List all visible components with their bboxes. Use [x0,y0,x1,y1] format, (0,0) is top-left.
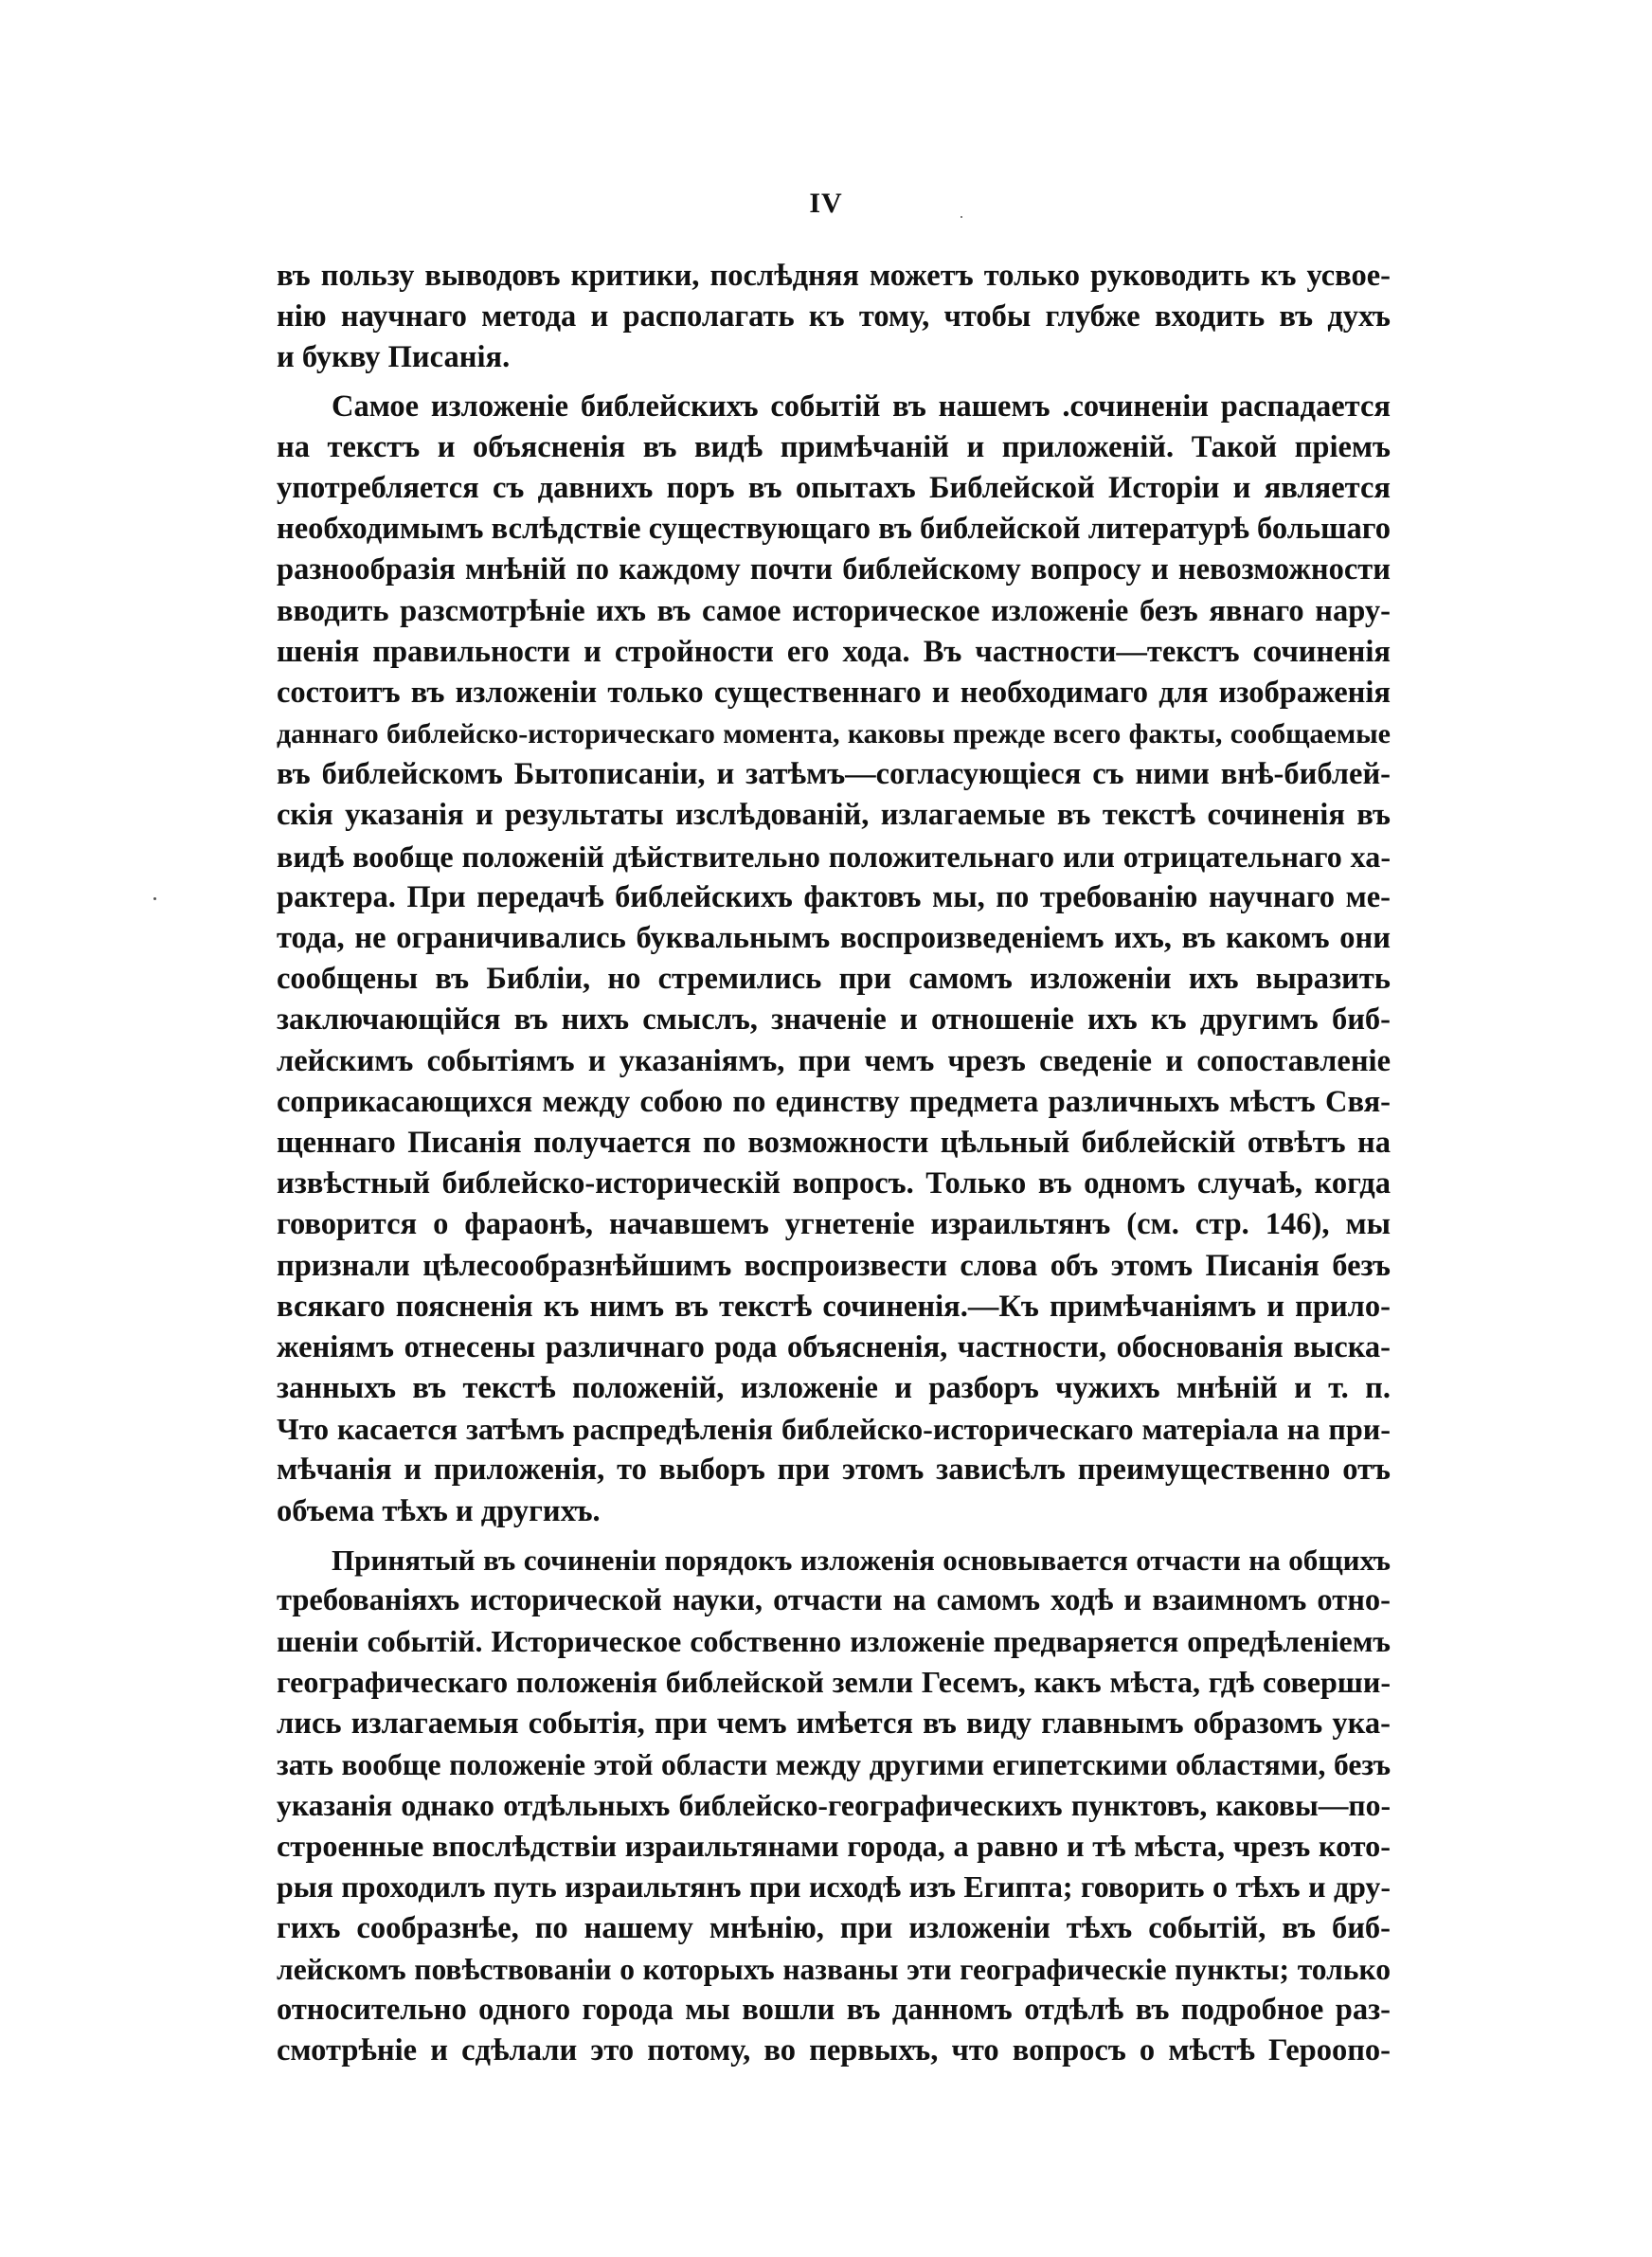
text-line: извѣстный библейско-историческій вопросъ. Только въ одномъ случаѣ, когда [277,1166,1391,1201]
paragraph-1 [277,256,1391,379]
text-line: шеніи событій. Историческое собственно изложеніе предваряется опредѣленіемъ [277,1625,1391,1659]
page-number: IV [809,188,843,219]
text-line: гихъ сообразнѣе, по нашему мнѣнію, при изложеніи тѣхъ событій, въ биб- [277,1910,1391,1945]
text-line: щеннаго Писанія получается по возможности цѣльный библейскій отвѣтъ на [277,1125,1391,1160]
text-line: видѣ вообще положеній дѣйствительно положительнаго или отрицательнаго ха- [277,839,1391,874]
scan-speck [961,216,962,218]
text-line: тода, не ограничивались буквальнымъ воспроизведеніемъ ихъ, въ какомъ они [277,921,1391,955]
scan-speck [153,897,156,900]
text-line: относительно одного города мы вошли въ данномъ отдѣлѣ въ подробное раз- [277,1992,1391,2027]
text-line: строенные впослѣдствіи израильтянами города, а равно и тѣ мѣста, чрезъ кото- [277,1829,1391,1864]
text-line: Принятый въ сочиненіи порядокъ изложенія основывается отчасти на общихъ [332,1543,1391,1577]
text-line: въ библейскомъ Бытописаніи, и затѣмъ—согласующіеся съ ними внѣ-библей- [277,757,1391,792]
text-line: необходимымъ вслѣдствіе существующаго въ библейской литературѣ большаго [277,512,1391,547]
text-line: требованіяхъ исторической науки, отчасти на самомъ ходѣ и взаимномъ отно- [277,1583,1391,1617]
text-line: заключающійся въ нихъ смыслъ, значеніе и отношеніе ихъ къ другимъ биб- [277,1002,1391,1038]
text-line: смотрѣніе и сдѣлали это потому, во первыхъ, что вопросъ о мѣстѣ Героопо- [277,2033,1391,2068]
text-line: даннаго библейско-историческаго момента, каковы прежде всего факты, сообщаемые [277,718,1391,750]
paragraph-3 [277,1540,1391,2071]
text-line: всякаго поясненія къ нимъ въ текстѣ сочиненія.—Къ примѣчаніямъ и прило- [277,1289,1391,1324]
text-line: употребляется съ давнихъ поръ въ опытахъ Библейской Исторіи и является [277,470,1391,505]
text-line: зать вообще положеніе этой области между другими египетскими областями, безъ [277,1747,1391,1781]
text-line: рактера. При передачѣ библейскихъ фактовъ мы, по требованію научнаго ме- [277,879,1391,914]
text-line: рыя проходилъ путь израильтянъ при исходѣ изъ Египта; говорить о тѣхъ и дру- [277,1870,1391,1905]
paragraph-2 [277,387,1391,1532]
text-line: объема тѣхъ и другихъ. [277,1493,601,1528]
text-line: лейскомъ повѣствованіи о которыхъ названы эти географическіе пункты; только [277,1952,1391,1986]
text-line: шенія правильности и стройности его хода. Въ частности—текстъ сочиненія [277,634,1391,669]
text-line: сообщены въ Библіи, но стремились при самомъ изложеніи ихъ выразить [277,962,1391,997]
text-line: признали цѣлесообразнѣйшимъ воспроизвести слова объ этомъ Писанія безъ [277,1248,1391,1283]
text-line: и букву Писанія. [277,340,511,375]
text-line: говорится о фараонѣ, начавшемъ угнетеніе израильтянъ (см. стр. 146), мы [277,1207,1391,1242]
text-line: указанія однако отдѣльныхъ библейско-географическихъ пунктовъ, каковы—по- [277,1788,1391,1822]
text-line: Самое изложеніе библейскихъ событій въ нашемъ .сочиненіи распадается [332,388,1391,424]
text-line: лись излагаемыя событія, при чемъ имѣется въ виду главнымъ образомъ ука- [277,1706,1391,1741]
text-line: нію научнаго метода и располагать къ тому, чтобы глубже входить въ духъ [277,299,1391,334]
text-line: занныхъ въ текстѣ положеній, изложеніе и разборъ чужихъ мнѣній и т. п. [277,1371,1391,1406]
text-line: разнообразія мнѣній по каждому почти библейскому вопросу и невозможности [277,552,1391,587]
text-line: скія указанія и результаты изслѣдованій, излагаемые въ текстѣ сочиненія въ [277,798,1391,833]
text-line: Что касается затѣмъ распредѣленія библейско-историческаго матеріала на при- [277,1412,1391,1447]
text-line: вводить разсмотрѣніе ихъ въ самое историческое изложеніе безъ явнаго нару- [277,593,1391,628]
body-text [277,256,1391,2071]
text-line: на текстъ и объясненія въ видѣ примѣчаній и приложеній. Такой пріемъ [277,429,1391,464]
text-line: лейскимъ событіямъ и указаніямъ, при чемъ чрезъ сведеніе и сопоставленіе [277,1043,1391,1078]
text-line: въ пользу выводовъ критики, послѣдняя можетъ только руководить къ усвое- [277,259,1391,293]
text-line: состоитъ въ изложеніи только существеннаго и необходимаго для изображенія [277,675,1391,710]
text-line: мѣчанія и приложенія, то выборъ при этомъ зависѣлъ преимущественно отъ [277,1453,1391,1488]
text-line: соприкасающихся между собою по единству предмета различныхъ мѣстъ Свя- [277,1084,1391,1119]
text-line: географическаго положенія библейской земли Гесемъ, какъ мѣста, гдѣ соверши- [277,1665,1391,1700]
text-line: женіямъ отнесены различнаго рода объясненія, частности, обоснованія выска- [277,1329,1391,1364]
